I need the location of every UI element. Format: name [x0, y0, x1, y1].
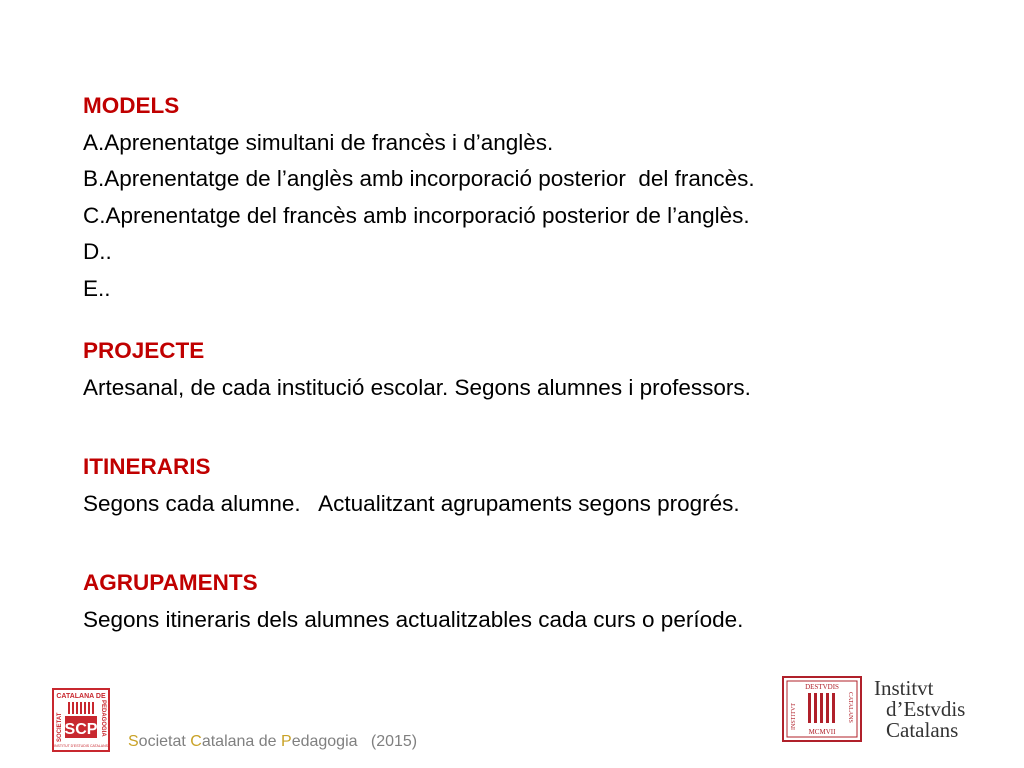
footer-organization	[52, 688, 417, 752]
iec-seal-bars	[808, 693, 835, 723]
models-item-d: D..	[83, 239, 112, 264]
org-word-2: atalana de	[201, 733, 282, 750]
iec-seal-top-text: DESTVDIS	[805, 683, 839, 691]
spacer	[83, 522, 983, 565]
initial-c: C	[190, 733, 202, 750]
org-word-3: edagogia	[291, 733, 358, 750]
models-item-a: A.Aprenentatge simultani de francès i d’anglès.	[83, 129, 554, 155]
projecte-heading: PROJECTE	[83, 338, 205, 363]
iec-name	[874, 675, 966, 742]
scp-logo	[52, 688, 110, 752]
iec-name-line-2: d’Estvdis	[886, 696, 966, 721]
initial-p: P	[281, 733, 292, 750]
iec-seal-graphic	[784, 678, 860, 740]
models-heading: MODELS	[83, 93, 180, 118]
iec-seal	[782, 676, 862, 742]
scp-logo-right-text: PEDAGOGIA	[100, 700, 106, 737]
itineraris-text: Segons cada alumne. Actualitzant agrupaments segons progrés.	[83, 490, 740, 516]
scp-logo-graphic	[54, 690, 108, 750]
agrupaments-text: Segons itineraris dels alumnes actualitzables cada curs o període.	[83, 606, 744, 632]
models-item-e: E..	[83, 275, 111, 301]
iec-name-line-1: Institvt	[874, 675, 934, 700]
spacer	[83, 307, 983, 333]
iec-logo	[782, 676, 965, 742]
scp-logo-initials: SCP	[64, 721, 98, 738]
iec-name-line-3: Catalans	[886, 717, 959, 742]
organization-name	[128, 732, 417, 752]
scp-logo-left-text: SOCIETAT	[57, 712, 63, 742]
org-word-1: ocietat	[138, 733, 191, 750]
scp-logo-bottom-text: INSTITUT D'ESTUDIS CATALANS	[54, 744, 108, 748]
agrupaments-heading: AGRUPAMENTS	[83, 570, 258, 595]
footer-year: (2015)	[357, 733, 418, 750]
scp-logo-bars	[68, 702, 94, 714]
slide-content	[83, 88, 983, 638]
scp-logo-top-text: CATALANA DE	[56, 693, 106, 700]
itineraris-heading: ITINERARIS	[83, 454, 211, 479]
models-item-b: B.Aprenentatge de l’anglès amb incorporació posterior del francès.	[83, 166, 755, 191]
initial-s: S	[128, 733, 139, 750]
iec-seal-right-text: CATALANS	[847, 692, 853, 723]
iec-seal-left-text: INSTITVT	[791, 703, 797, 730]
projecte-text: Artesanal, de cada institució escolar. Segons alumnes i professors.	[83, 374, 751, 400]
spacer	[83, 406, 983, 449]
models-item-c: C.Aprenentatge del francès amb incorporació posterior de l’anglès.	[83, 202, 750, 228]
iec-seal-bottom-text: MCMVII	[808, 728, 836, 736]
